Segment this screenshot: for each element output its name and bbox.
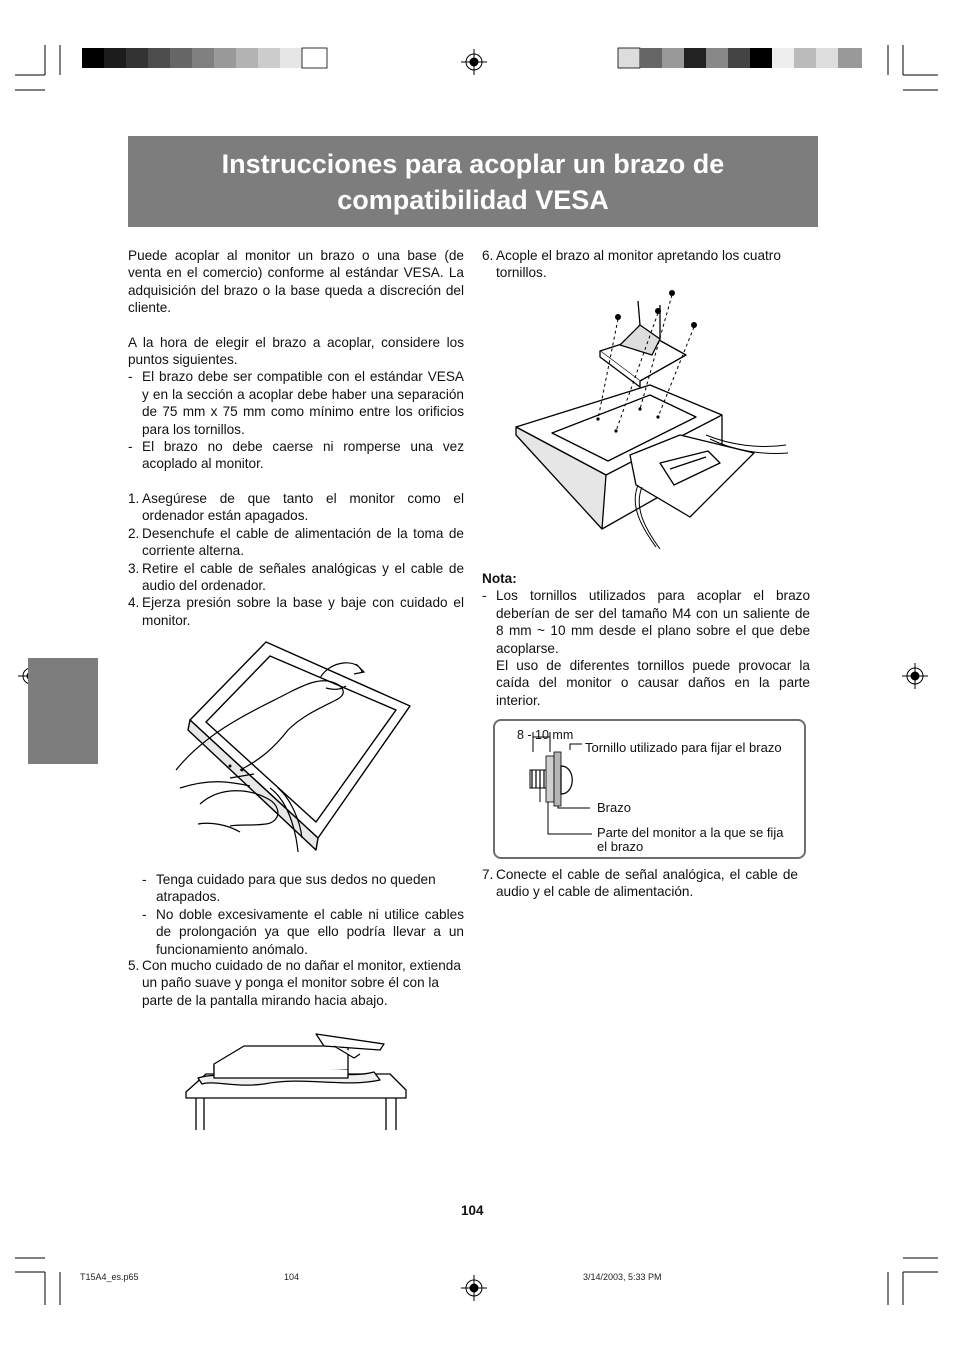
step-item: 1. Asegúrese de que tanto el monitor como el ordenador están apagados. bbox=[128, 490, 464, 524]
label-monitor-part: Parte del monitor a la que se fija el brazo bbox=[597, 825, 784, 854]
note-bullet: - Los tornillos utilizados para acoplar el brazo deberían de ser del tamaño M4 con un saliente de 8 mm ~ 10 mm desde el plano sobre el que debe acoplarse. bbox=[482, 587, 810, 657]
note-block bbox=[482, 570, 810, 709]
consider-paragraph: A la hora de elegir el brazo a acoplar, considere los puntos siguientes. bbox=[128, 334, 464, 368]
dimension-label: 8 - 10 mm bbox=[517, 728, 574, 742]
step-5-block bbox=[128, 957, 464, 1009]
footer-timestamp: 3/14/2003, 5:33 PM bbox=[583, 1272, 662, 1282]
page-title-banner bbox=[128, 136, 818, 227]
left-column bbox=[128, 247, 464, 629]
page-title-line-2: compatibilidad VESA bbox=[337, 184, 609, 215]
label-arm: Brazo bbox=[597, 800, 631, 815]
caution-bullet: - Tenga cuidado para que sus dedos no queden atrapados. bbox=[142, 871, 464, 906]
step-item: 2. Desenchufe el cable de alimentación de la toma de corriente alterna. bbox=[128, 525, 464, 559]
page-title-line-1: Instrucciones para acoplar un brazo de bbox=[221, 148, 725, 179]
step-item: 6. Acople el brazo al monitor apretando los cuatro tornillos. bbox=[482, 248, 781, 281]
step-item: 3. Retire el cable de señales analógicas y el cable de audio del ordenador. bbox=[128, 560, 464, 593]
step-item: 7. Conecte el cable de señal analógica, el cable de audio y el cable de alimentación. bbox=[482, 867, 798, 900]
caution-bullet: - No doble excesivamente el cable ni utilice cables de prolongación ya que ello podría llevar a un funcionamiento anómalo. bbox=[142, 906, 464, 958]
requirement-bullet: - El brazo no debe caerse ni romperse una vez acoplado al monitor. bbox=[128, 438, 464, 473]
step-item: 5. Con mucho cuidado de no dañar el monitor, extienda un paño suave y ponga el monitor sobre él con la parte de la pantalla mirando hacia abajo. bbox=[128, 958, 461, 1008]
attach-arm-illustration bbox=[510, 285, 795, 555]
note-heading: Nota: bbox=[482, 571, 517, 586]
footer-file-name: T15A4_es.p65 bbox=[80, 1272, 139, 1282]
footer-print-page: 104 bbox=[284, 1272, 300, 1282]
monitor-on-table-illustration bbox=[184, 1030, 408, 1132]
lower-monitor-illustration bbox=[170, 638, 420, 858]
step-7-block bbox=[482, 866, 798, 901]
label-screw: Tornillo utilizado para fijar el brazo bbox=[585, 740, 782, 755]
intro-paragraph: Puede acoplar al monitor un brazo o una base (de venta en el comercio) conforme al estándar VESA. La adquisición del brazo o la base queda a discreción del cliente. bbox=[128, 248, 464, 316]
requirement-bullet: - El brazo debe ser compatible con el estándar VESA y en la sección a acoplar debe haber una separación de 75 mm x 75 mm como mínimo entre los orificios para los tornillos. bbox=[128, 368, 464, 438]
page-number: 104 bbox=[461, 1203, 484, 1218]
step-6-block bbox=[482, 247, 812, 282]
step-item: 4. Ejerza presión sobre la base y baje con cuidado el monitor. bbox=[128, 595, 464, 628]
cautions-block bbox=[142, 871, 464, 958]
note-extra: El uso de diferentes tornillos puede provocar la caída del monitor o causar daños en la parte interior. bbox=[496, 658, 810, 708]
side-section-tab bbox=[28, 658, 98, 764]
